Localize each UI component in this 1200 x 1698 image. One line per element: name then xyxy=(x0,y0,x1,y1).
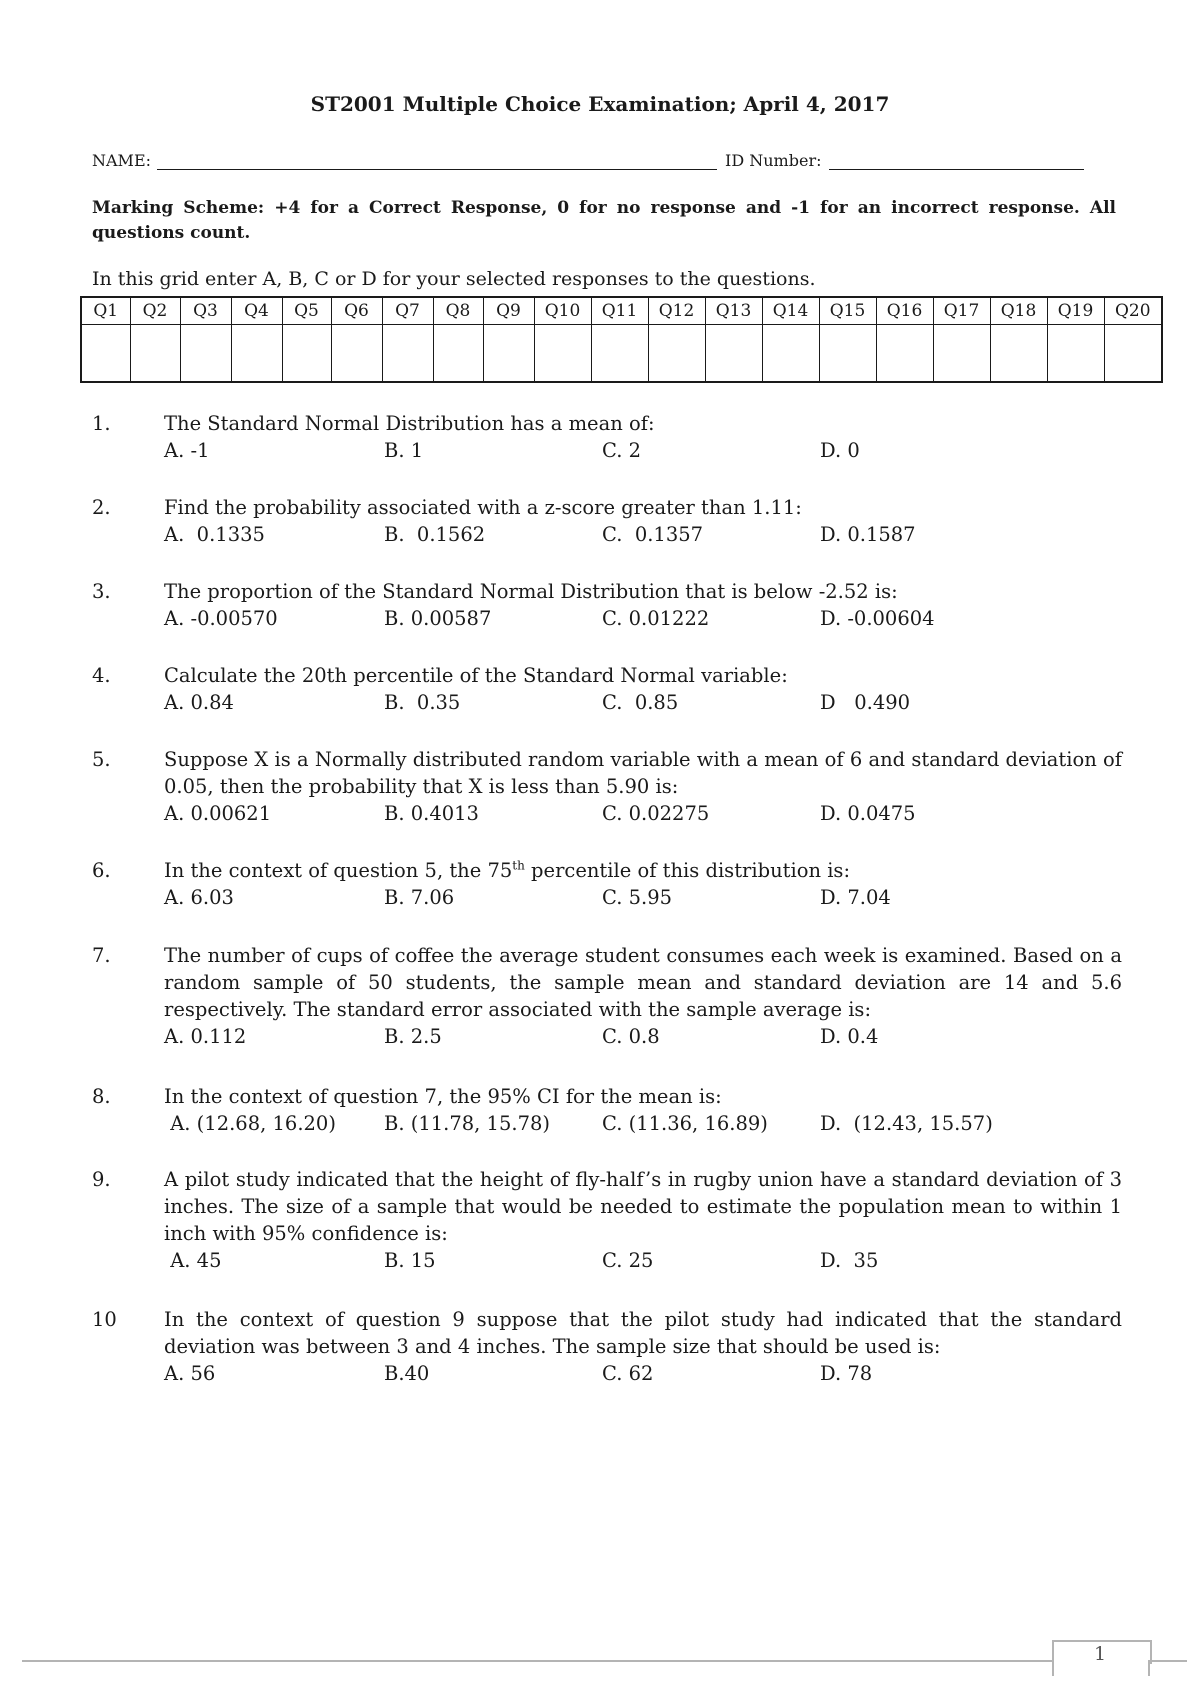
question-number: 9. xyxy=(92,1168,111,1191)
question-text xyxy=(164,857,1122,884)
answer-cell-q13[interactable] xyxy=(705,325,762,383)
question-text: The Standard Normal Distribution has a mean of: xyxy=(164,412,655,435)
option-c: C. 5.95 xyxy=(602,886,673,909)
option-c: C. 0.1357 xyxy=(602,523,704,546)
grid-answer-row xyxy=(81,325,1162,383)
question-text-part: In the context of question 5, the 75 xyxy=(164,859,513,882)
answer-options xyxy=(164,1247,1122,1274)
question-number: 10 xyxy=(92,1308,117,1331)
option-b: B.40 xyxy=(384,1362,430,1385)
question-text: In the context of question 9 suppose that the pilot study had indicated that the standard deviation was between 3 and 4 inches. The sample size that should be used is: xyxy=(164,1308,1122,1358)
option-b: B. 0.00587 xyxy=(384,607,492,630)
grid-header-cell: Q2 xyxy=(130,297,180,325)
question-number: 3. xyxy=(92,580,111,603)
question-number: 8. xyxy=(92,1085,111,1108)
option-a: A. 0.84 xyxy=(164,691,234,714)
answer-cell-q18[interactable] xyxy=(990,325,1047,383)
question-2 xyxy=(92,494,1122,548)
option-d: D. 0.0475 xyxy=(820,802,916,825)
option-c: C. 0.8 xyxy=(602,1025,660,1048)
footer-tick-right xyxy=(1148,1660,1150,1676)
grid-header-cell: Q18 xyxy=(990,297,1047,325)
option-a: A. 0.112 xyxy=(164,1025,247,1048)
question-text: The number of cups of coffee the average student consumes each week is examined. Based on a random sample of 50 students, the sample mean and standard deviation are 14 and 5.6 respectively. The standard error associated with the sample average is: xyxy=(164,944,1122,1021)
option-a: A. 6.03 xyxy=(164,886,234,909)
grid-header-cell: Q3 xyxy=(180,297,231,325)
question-text: Suppose X is a Normally distributed random variable with a mean of 6 and standard deviation of 0.05, then the probability that X is less than 5.90 is: xyxy=(164,748,1122,798)
question-text: A pilot study indicated that the height of fly-half’s in rugby union have a standard deviation of 3 inches. The size of a sample that would be needed to estimate the population mean to within 1 inch with 95% confidence is: xyxy=(164,1168,1122,1245)
question-text: In the context of question 7, the 95% CI for the mean is: xyxy=(164,1085,722,1108)
answer-options xyxy=(164,1023,1122,1050)
option-d: D. 35 xyxy=(820,1249,879,1272)
option-c: C. (11.36, 16.89) xyxy=(602,1112,768,1135)
option-a: A. 45 xyxy=(164,1249,222,1272)
grid-header-cell: Q15 xyxy=(819,297,876,325)
question-text-part: percentile of this distribution is: xyxy=(524,859,851,882)
grid-header-cell: Q6 xyxy=(331,297,382,325)
option-c: C. 0.01222 xyxy=(602,607,710,630)
grid-header-cell: Q19 xyxy=(1047,297,1104,325)
page-number: 1 xyxy=(1093,1643,1107,1665)
answer-options xyxy=(164,689,1122,716)
option-a: A. 56 xyxy=(164,1362,216,1385)
grid-header-cell: Q17 xyxy=(933,297,990,325)
option-d: D. 0.1587 xyxy=(820,523,916,546)
question-9 xyxy=(92,1166,1122,1274)
answer-cell-q14[interactable] xyxy=(762,325,819,383)
answer-cell-q17[interactable] xyxy=(933,325,990,383)
question-number: 4. xyxy=(92,664,111,687)
question-text: Calculate the 20th percentile of the Standard Normal variable: xyxy=(164,664,788,687)
answer-options xyxy=(164,521,1122,548)
answer-cell-q16[interactable] xyxy=(876,325,933,383)
answer-cell-q1[interactable] xyxy=(81,325,130,383)
grid-header-row xyxy=(81,297,1162,325)
question-4 xyxy=(92,662,1122,716)
option-b: B. 0.1562 xyxy=(384,523,486,546)
option-c: C. 62 xyxy=(602,1362,654,1385)
question-number: 6. xyxy=(92,859,111,882)
grid-header-cell: Q8 xyxy=(433,297,483,325)
question-7 xyxy=(92,942,1122,1050)
question-text: The proportion of the Standard Normal Distribution that is below -2.52 is: xyxy=(164,580,898,603)
answer-cell-q5[interactable] xyxy=(282,325,331,383)
question-3 xyxy=(92,578,1122,632)
answer-cell-q9[interactable] xyxy=(483,325,534,383)
exam-title: ST2001 Multiple Choice Examination; April 4, 2017 xyxy=(310,92,890,116)
option-d: D. 78 xyxy=(820,1362,873,1385)
answer-cell-q20[interactable] xyxy=(1104,325,1162,383)
question-text: Find the probability associated with a z-score greater than 1.11: xyxy=(164,496,802,519)
grid-header-cell: Q1 xyxy=(81,297,130,325)
option-c: C. 0.02275 xyxy=(602,802,710,825)
grid-header-cell: Q10 xyxy=(534,297,591,325)
option-b: B. (11.78, 15.78) xyxy=(384,1112,550,1135)
answer-cell-q7[interactable] xyxy=(382,325,433,383)
id-label: ID Number: xyxy=(725,151,822,170)
name-label: NAME: xyxy=(92,151,152,170)
answer-options xyxy=(164,884,1122,911)
option-d: D. 0.4 xyxy=(820,1025,879,1048)
option-a: A. -0.00570 xyxy=(164,607,278,630)
question-8 xyxy=(92,1083,1122,1137)
name-field[interactable] xyxy=(157,149,717,170)
question-5 xyxy=(92,746,1122,827)
grid-header-cell: Q14 xyxy=(762,297,819,325)
answer-cell-q15[interactable] xyxy=(819,325,876,383)
grid-header-cell: Q16 xyxy=(876,297,933,325)
option-b: B. 15 xyxy=(384,1249,436,1272)
answer-cell-q12[interactable] xyxy=(648,325,705,383)
grid-header-cell: Q20 xyxy=(1104,297,1162,325)
question-10 xyxy=(92,1306,1122,1387)
answer-cell-q11[interactable] xyxy=(591,325,648,383)
option-d: D. 7.04 xyxy=(820,886,891,909)
ordinal-superscript: th xyxy=(512,858,525,873)
answer-cell-q19[interactable] xyxy=(1047,325,1104,383)
answer-options xyxy=(164,1360,1122,1387)
answer-cell-q10[interactable] xyxy=(534,325,591,383)
marking-scheme: Marking Scheme: +4 for a Correct Response, 0 for no response and -1 for an incorrect response. All questions count. xyxy=(92,198,1116,243)
question-number: 2. xyxy=(92,496,111,519)
answer-cell-q2[interactable] xyxy=(130,325,180,383)
grid-header-cell: Q9 xyxy=(483,297,534,325)
grid-header-cell: Q5 xyxy=(282,297,331,325)
option-b: B. 2.5 xyxy=(384,1025,442,1048)
answer-options xyxy=(164,437,1122,464)
option-a: A. (12.68, 16.20) xyxy=(164,1112,336,1135)
option-a: A. 0.1335 xyxy=(164,523,265,546)
answer-cell-q6[interactable] xyxy=(331,325,382,383)
grid-instruction: In this grid enter A, B, C or D for your selected responses to the questions. xyxy=(92,268,816,290)
grid-header-cell: Q7 xyxy=(382,297,433,325)
option-b: B. 0.35 xyxy=(384,691,461,714)
option-d: D 0.490 xyxy=(820,691,911,714)
option-c: C. 25 xyxy=(602,1249,654,1272)
question-number: 1. xyxy=(92,412,111,435)
option-a: A. 0.00621 xyxy=(164,802,272,825)
grid-header-cell: Q12 xyxy=(648,297,705,325)
answer-cell-q8[interactable] xyxy=(433,325,483,383)
question-6 xyxy=(92,857,1122,911)
question-number: 7. xyxy=(92,944,111,967)
id-number-field[interactable] xyxy=(829,149,1084,170)
question-1 xyxy=(92,410,1122,464)
option-b: B. 1 xyxy=(384,439,424,462)
option-d: D. 0 xyxy=(820,439,860,462)
option-c: C. 2 xyxy=(602,439,642,462)
answer-cell-q3[interactable] xyxy=(180,325,231,383)
question-number: 5. xyxy=(92,748,111,771)
answer-cell-q4[interactable] xyxy=(231,325,282,383)
option-d: D. -0.00604 xyxy=(820,607,935,630)
option-c: C. 0.85 xyxy=(602,691,679,714)
grid-header-cell: Q4 xyxy=(231,297,282,325)
answer-options xyxy=(164,605,1122,632)
grid-header-cell: Q13 xyxy=(705,297,762,325)
answer-options xyxy=(164,800,1122,827)
grid-header-cell: Q11 xyxy=(591,297,648,325)
footer-rule xyxy=(22,1660,1187,1662)
option-b: B. 0.4013 xyxy=(384,802,479,825)
option-a: A. -1 xyxy=(164,439,210,462)
name-id-line xyxy=(92,146,1116,170)
option-d: D. (12.43, 15.57) xyxy=(820,1112,993,1135)
answer-grid xyxy=(80,296,1163,383)
option-b: B. 7.06 xyxy=(384,886,455,909)
answer-options xyxy=(164,1110,1122,1137)
